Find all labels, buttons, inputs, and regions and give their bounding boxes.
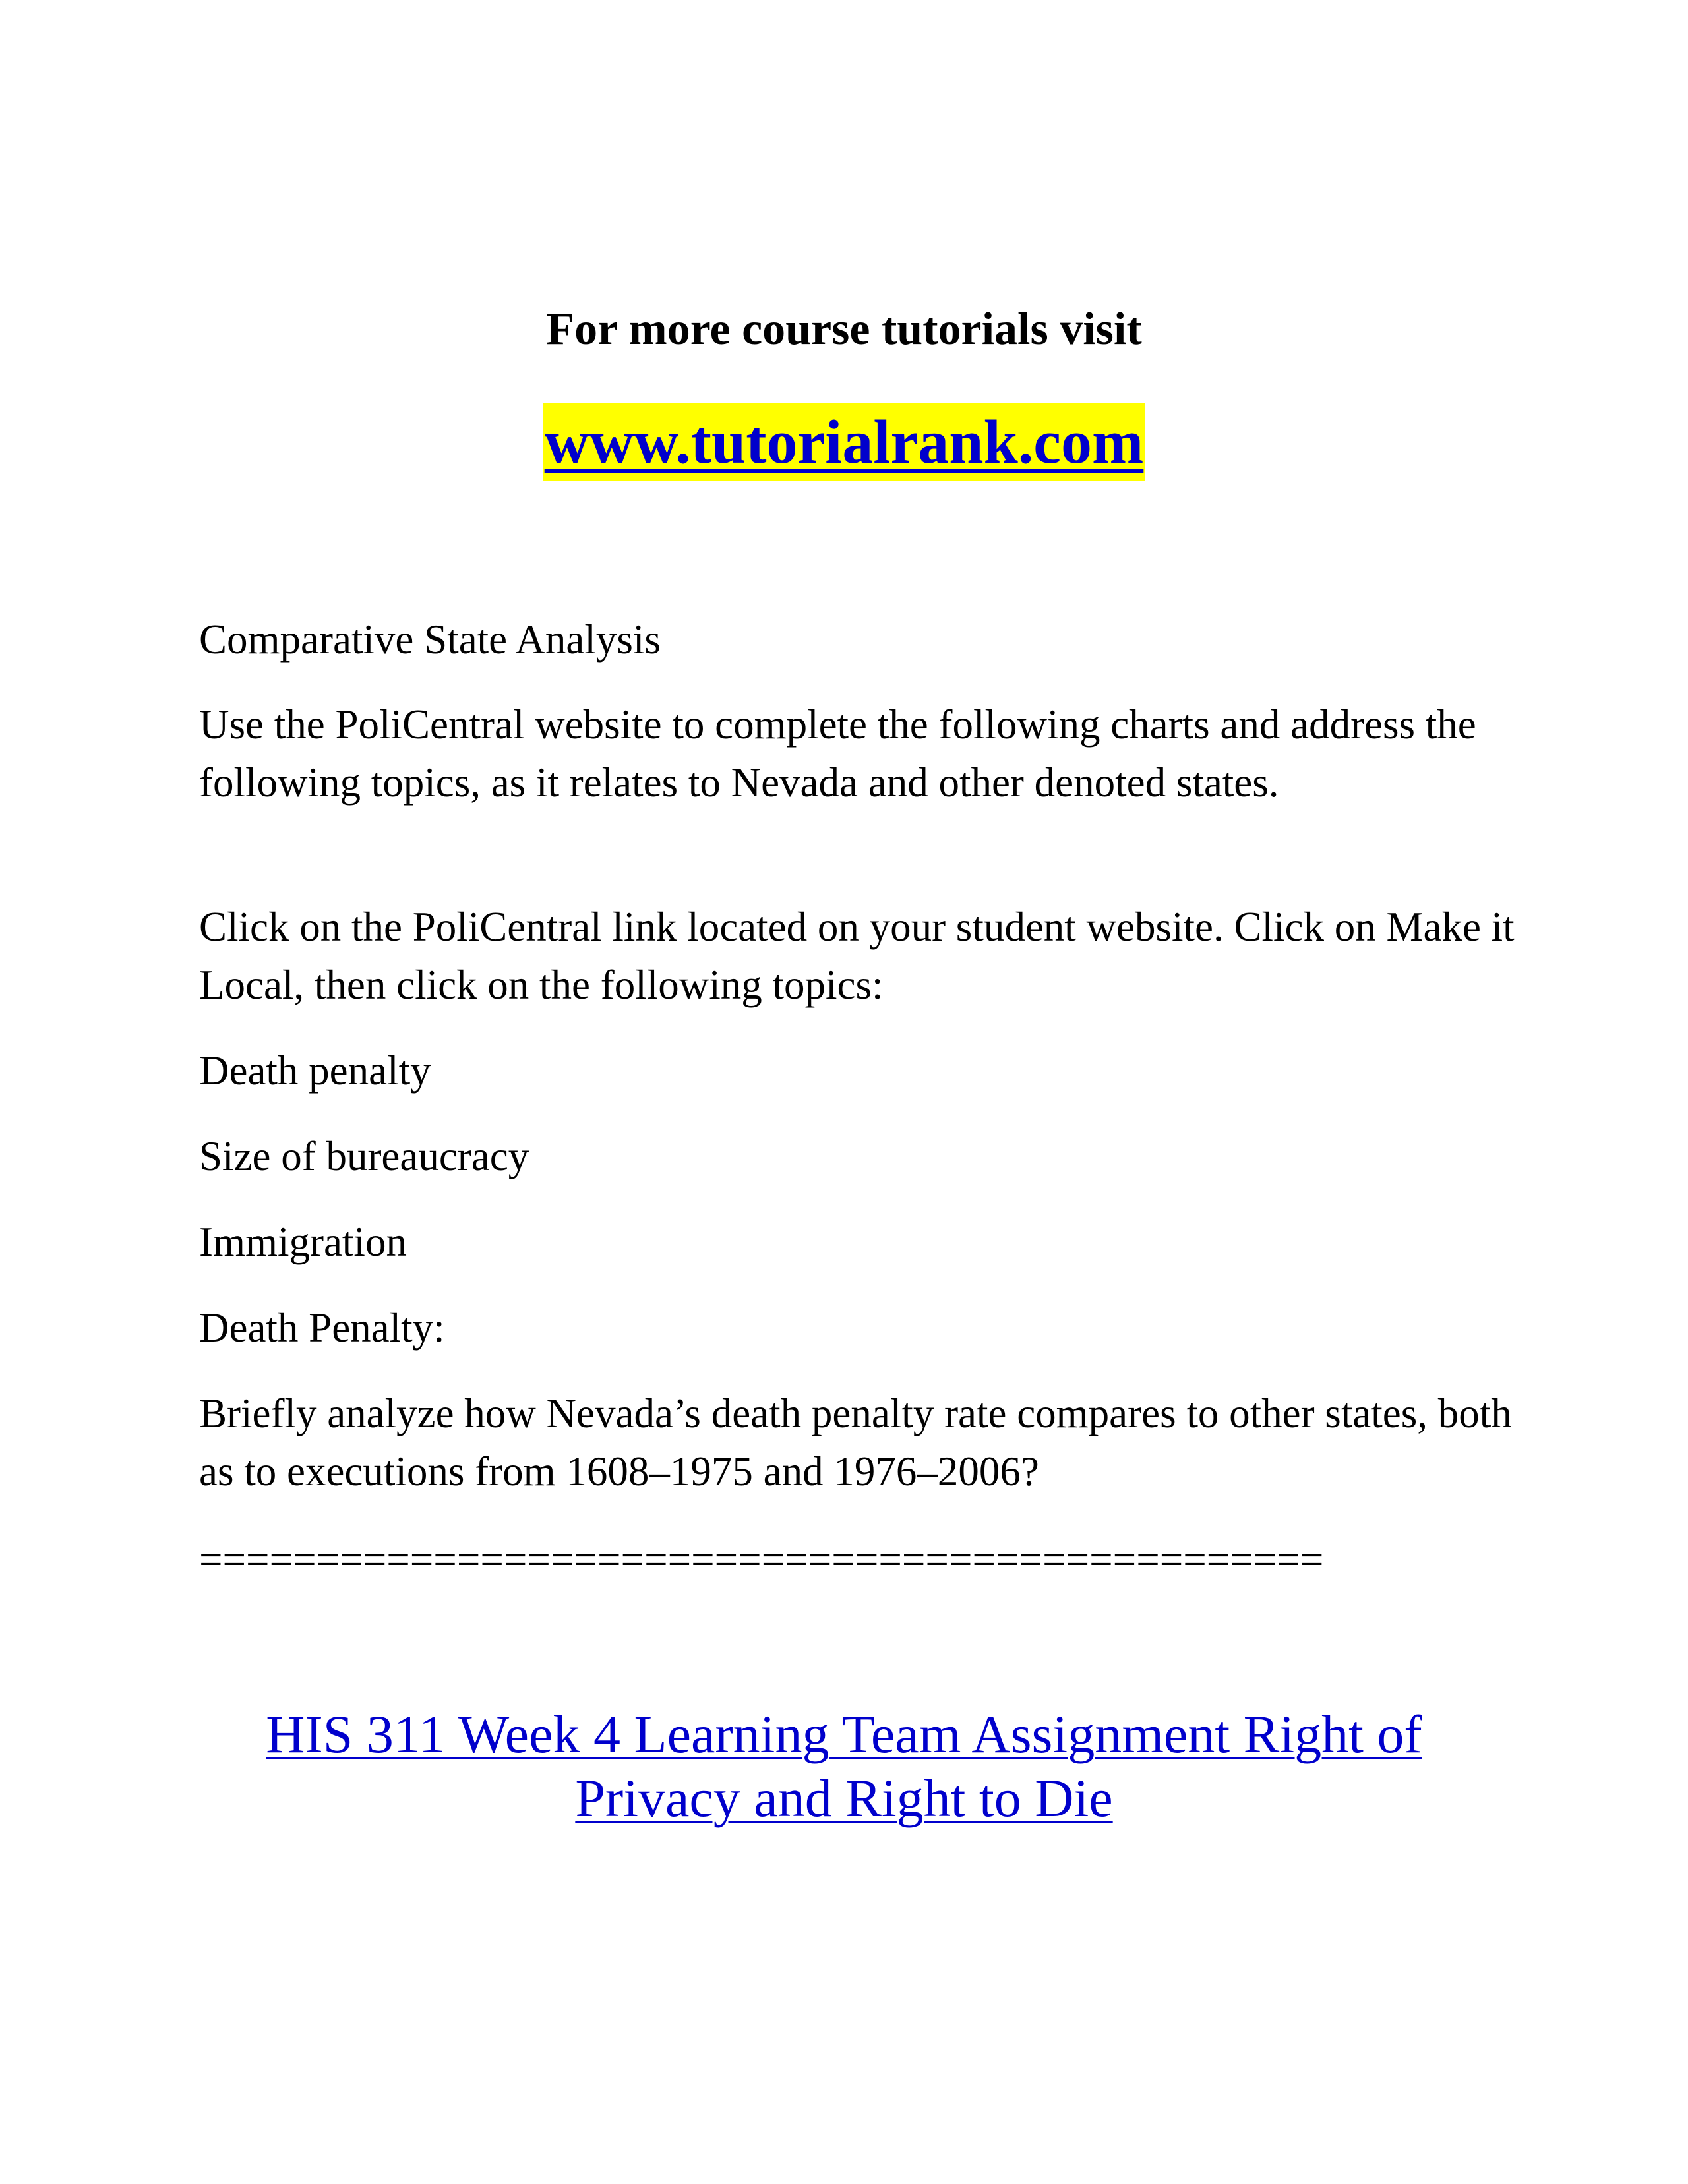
tutorialrank-link[interactable]: www.tutorialrank.com (543, 403, 1145, 481)
question-paragraph: Briefly analyze how Nevada’s death penalty rate compares to other states, both as to executions from 1608–1975 and 1976–2006? (199, 1390, 1512, 1494)
intro-paragraph: Use the PoliCentral website to complete the following charts and address the following topics, as it relates to Nevada and other denoted states. (199, 701, 1476, 806)
separator-line: ================================================ (199, 1537, 1324, 1583)
section-heading: Death Penalty: (199, 1305, 445, 1351)
site-link-container (0, 403, 1688, 481)
promo-heading: For more course tutorials visit (546, 304, 1142, 355)
topic-item: Immigration (199, 1219, 407, 1265)
next-assignment-link[interactable]: HIS 311 Week 4 Learning Team Assignment Right of Privacy and Right to Die (266, 1704, 1422, 1828)
topic-item: Death penalty (199, 1048, 431, 1094)
instructions-paragraph: Click on the PoliCentral link located on your student website. Click on Make it Local, then click on the following topics: (199, 904, 1515, 1008)
document-title: Comparative State Analysis (199, 616, 661, 663)
topic-item: Size of bureaucracy (199, 1133, 529, 1179)
footer-link-container (198, 1702, 1490, 1830)
